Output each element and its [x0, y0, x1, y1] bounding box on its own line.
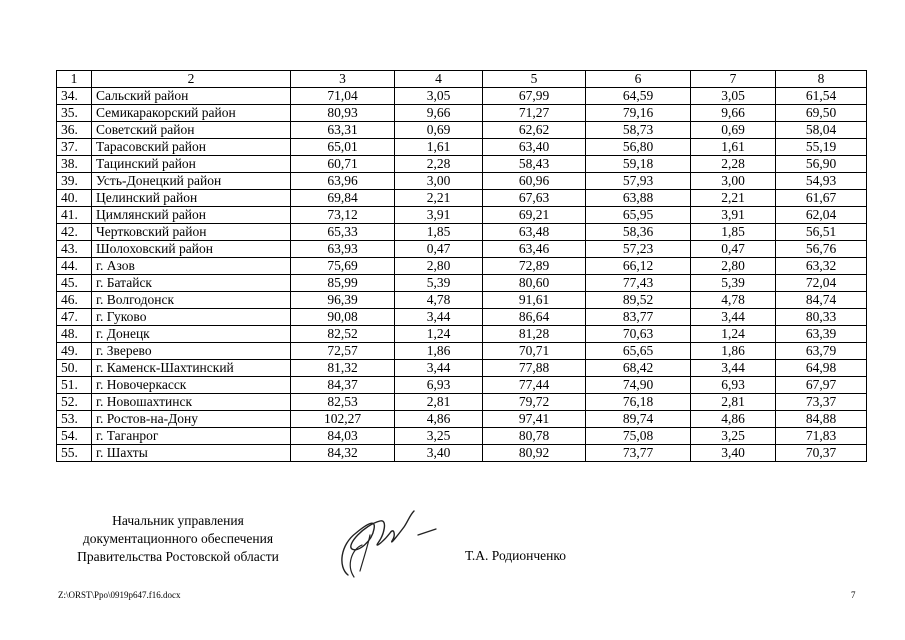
district-name-cell: г. Донецк: [92, 326, 291, 343]
value-cell: 82,52: [291, 326, 395, 343]
column-header: 3: [291, 71, 395, 88]
value-cell: 56,76: [776, 241, 867, 258]
value-cell: 71,04: [291, 88, 395, 105]
value-cell: 70,71: [483, 343, 586, 360]
value-cell: 63,46: [483, 241, 586, 258]
row-number-cell: 53.: [57, 411, 92, 428]
table-row: [57, 122, 867, 139]
table-row: [57, 428, 867, 445]
value-cell: 60,96: [483, 173, 586, 190]
value-cell: 85,99: [291, 275, 395, 292]
value-cell: 77,43: [586, 275, 691, 292]
value-cell: 4,78: [691, 292, 776, 309]
value-cell: 2,21: [691, 190, 776, 207]
value-cell: 3,40: [395, 445, 483, 462]
value-cell: 3,44: [395, 309, 483, 326]
value-cell: 65,65: [586, 343, 691, 360]
value-cell: 73,12: [291, 207, 395, 224]
value-cell: 3,91: [395, 207, 483, 224]
value-cell: 86,64: [483, 309, 586, 326]
district-name-cell: Сальский район: [92, 88, 291, 105]
value-cell: 79,16: [586, 105, 691, 122]
value-cell: 0,47: [395, 241, 483, 258]
value-cell: 1,24: [395, 326, 483, 343]
column-header: 7: [691, 71, 776, 88]
row-number-cell: 40.: [57, 190, 92, 207]
district-name-cell: г. Азов: [92, 258, 291, 275]
row-number-cell: 47.: [57, 309, 92, 326]
value-cell: 70,37: [776, 445, 867, 462]
value-cell: 9,66: [395, 105, 483, 122]
district-name-cell: Шолоховский район: [92, 241, 291, 258]
file-path: Z:\ORST\Ppo\0919p647.f16.docx: [58, 590, 181, 600]
value-cell: 58,36: [586, 224, 691, 241]
value-cell: 3,25: [691, 428, 776, 445]
signatory-name: Т.А. Родионченко: [465, 548, 566, 563]
value-cell: 73,37: [776, 394, 867, 411]
row-number-cell: 41.: [57, 207, 92, 224]
column-header: 6: [586, 71, 691, 88]
value-cell: 81,32: [291, 360, 395, 377]
value-cell: 102,27: [291, 411, 395, 428]
value-cell: 1,24: [691, 326, 776, 343]
value-cell: 65,33: [291, 224, 395, 241]
value-cell: 83,77: [586, 309, 691, 326]
district-name-cell: г. Шахты: [92, 445, 291, 462]
table-row: [57, 394, 867, 411]
value-cell: 76,18: [586, 394, 691, 411]
value-cell: 70,63: [586, 326, 691, 343]
value-cell: 74,90: [586, 377, 691, 394]
value-cell: 1,61: [691, 139, 776, 156]
table-row: [57, 224, 867, 241]
column-header: 1: [57, 71, 92, 88]
value-cell: 3,44: [395, 360, 483, 377]
district-name-cell: г. Ростов-на-Дону: [92, 411, 291, 428]
value-cell: 56,80: [586, 139, 691, 156]
district-name-cell: Цимлянский район: [92, 207, 291, 224]
value-cell: 56,51: [776, 224, 867, 241]
value-cell: 1,61: [395, 139, 483, 156]
value-cell: 63,88: [586, 190, 691, 207]
value-cell: 1,85: [395, 224, 483, 241]
value-cell: 84,74: [776, 292, 867, 309]
handwritten-signature: [318, 505, 443, 585]
value-cell: 63,79: [776, 343, 867, 360]
value-cell: 6,93: [691, 377, 776, 394]
value-cell: 75,69: [291, 258, 395, 275]
value-cell: 2,21: [395, 190, 483, 207]
value-cell: 64,98: [776, 360, 867, 377]
row-number-cell: 34.: [57, 88, 92, 105]
value-cell: 63,32: [776, 258, 867, 275]
value-cell: 2,28: [395, 156, 483, 173]
district-name-cell: Тарасовский район: [92, 139, 291, 156]
value-cell: 89,74: [586, 411, 691, 428]
row-number-cell: 37.: [57, 139, 92, 156]
value-cell: 80,33: [776, 309, 867, 326]
table-row: [57, 411, 867, 428]
value-cell: 67,63: [483, 190, 586, 207]
district-name-cell: Советский район: [92, 122, 291, 139]
value-cell: 80,60: [483, 275, 586, 292]
table-row: [57, 445, 867, 462]
value-cell: 77,88: [483, 360, 586, 377]
value-cell: 63,93: [291, 241, 395, 258]
value-cell: 60,71: [291, 156, 395, 173]
value-cell: 58,04: [776, 122, 867, 139]
value-cell: 71,83: [776, 428, 867, 445]
column-header: 2: [92, 71, 291, 88]
row-number-cell: 55.: [57, 445, 92, 462]
value-cell: 91,61: [483, 292, 586, 309]
row-number-cell: 54.: [57, 428, 92, 445]
value-cell: 2,80: [691, 258, 776, 275]
value-cell: 63,48: [483, 224, 586, 241]
value-cell: 79,72: [483, 394, 586, 411]
value-cell: 5,39: [691, 275, 776, 292]
value-cell: 57,93: [586, 173, 691, 190]
value-cell: 65,01: [291, 139, 395, 156]
value-cell: 61,54: [776, 88, 867, 105]
table-row: [57, 173, 867, 190]
value-cell: 2,28: [691, 156, 776, 173]
value-cell: 54,93: [776, 173, 867, 190]
value-cell: 66,12: [586, 258, 691, 275]
value-cell: 72,04: [776, 275, 867, 292]
district-name-cell: Чертковский район: [92, 224, 291, 241]
value-cell: 3,05: [691, 88, 776, 105]
row-number-cell: 35.: [57, 105, 92, 122]
value-cell: 3,05: [395, 88, 483, 105]
row-number-cell: 50.: [57, 360, 92, 377]
row-number-cell: 49.: [57, 343, 92, 360]
row-number-cell: 44.: [57, 258, 92, 275]
table-row: [57, 275, 867, 292]
value-cell: 67,97: [776, 377, 867, 394]
table-row: [57, 343, 867, 360]
column-header: 4: [395, 71, 483, 88]
district-name-cell: Тацинский район: [92, 156, 291, 173]
district-name-cell: г. Зверево: [92, 343, 291, 360]
value-cell: 80,92: [483, 445, 586, 462]
value-cell: 84,37: [291, 377, 395, 394]
table-row: [57, 190, 867, 207]
table-row: [57, 326, 867, 343]
table-row: [57, 258, 867, 275]
district-name-cell: Целинский район: [92, 190, 291, 207]
value-cell: 3,44: [691, 309, 776, 326]
value-cell: 6,93: [395, 377, 483, 394]
table-row: [57, 207, 867, 224]
value-cell: 89,52: [586, 292, 691, 309]
value-cell: 75,08: [586, 428, 691, 445]
value-cell: 3,40: [691, 445, 776, 462]
district-name-cell: Семикаракорский район: [92, 105, 291, 122]
row-number-cell: 46.: [57, 292, 92, 309]
value-cell: 97,41: [483, 411, 586, 428]
row-number-cell: 52.: [57, 394, 92, 411]
value-cell: 84,32: [291, 445, 395, 462]
value-cell: 3,00: [395, 173, 483, 190]
value-cell: 55,19: [776, 139, 867, 156]
value-cell: 67,99: [483, 88, 586, 105]
district-name-cell: г. Каменск-Шахтинский: [92, 360, 291, 377]
value-cell: 57,23: [586, 241, 691, 258]
value-cell: 59,18: [586, 156, 691, 173]
district-name-cell: г. Новошахтинск: [92, 394, 291, 411]
table-row: [57, 139, 867, 156]
value-cell: 69,84: [291, 190, 395, 207]
table-row: [57, 105, 867, 122]
value-cell: 63,31: [291, 122, 395, 139]
value-cell: 71,27: [483, 105, 586, 122]
value-cell: 82,53: [291, 394, 395, 411]
row-number-cell: 38.: [57, 156, 92, 173]
value-cell: 96,39: [291, 292, 395, 309]
value-cell: 84,03: [291, 428, 395, 445]
value-cell: 65,95: [586, 207, 691, 224]
value-cell: 69,50: [776, 105, 867, 122]
value-cell: 4,78: [395, 292, 483, 309]
table-header-row: [57, 71, 867, 88]
table-row: [57, 309, 867, 326]
value-cell: 1,86: [691, 343, 776, 360]
value-cell: 63,96: [291, 173, 395, 190]
row-number-cell: 36.: [57, 122, 92, 139]
value-cell: 84,88: [776, 411, 867, 428]
value-cell: 73,77: [586, 445, 691, 462]
value-cell: 62,04: [776, 207, 867, 224]
district-name-cell: г. Таганрог: [92, 428, 291, 445]
value-cell: 72,57: [291, 343, 395, 360]
value-cell: 58,43: [483, 156, 586, 173]
data-table: [56, 70, 867, 462]
district-name-cell: г. Волгодонск: [92, 292, 291, 309]
value-cell: 68,42: [586, 360, 691, 377]
district-name-cell: г. Новочеркасск: [92, 377, 291, 394]
value-cell: 3,00: [691, 173, 776, 190]
value-cell: 0,69: [395, 122, 483, 139]
value-cell: 1,85: [691, 224, 776, 241]
value-cell: 72,89: [483, 258, 586, 275]
row-number-cell: 39.: [57, 173, 92, 190]
value-cell: 63,39: [776, 326, 867, 343]
value-cell: 3,25: [395, 428, 483, 445]
value-cell: 0,47: [691, 241, 776, 258]
row-number-cell: 48.: [57, 326, 92, 343]
column-header: 8: [776, 71, 867, 88]
position-line-2: документационного обеспечения: [82, 531, 274, 546]
row-number-cell: 43.: [57, 241, 92, 258]
table-row: [57, 377, 867, 394]
row-number-cell: 45.: [57, 275, 92, 292]
district-name-cell: г. Батайск: [92, 275, 291, 292]
value-cell: 64,59: [586, 88, 691, 105]
value-cell: 9,66: [691, 105, 776, 122]
value-cell: 69,21: [483, 207, 586, 224]
table-row: [57, 88, 867, 105]
value-cell: 58,73: [586, 122, 691, 139]
value-cell: 80,78: [483, 428, 586, 445]
row-number-cell: 51.: [57, 377, 92, 394]
column-header: 5: [483, 71, 586, 88]
value-cell: 4,86: [691, 411, 776, 428]
value-cell: 4,86: [395, 411, 483, 428]
value-cell: 81,28: [483, 326, 586, 343]
value-cell: 63,40: [483, 139, 586, 156]
value-cell: 2,81: [691, 394, 776, 411]
value-cell: 3,44: [691, 360, 776, 377]
value-cell: 3,91: [691, 207, 776, 224]
table-row: [57, 156, 867, 173]
value-cell: 0,69: [691, 122, 776, 139]
value-cell: 56,90: [776, 156, 867, 173]
position-line-1: Начальник управления: [112, 513, 244, 528]
page-number: 7: [851, 590, 856, 600]
table-row: [57, 292, 867, 309]
table-body: [57, 88, 867, 462]
district-name-cell: г. Гуково: [92, 309, 291, 326]
table-row: [57, 241, 867, 258]
value-cell: 5,39: [395, 275, 483, 292]
value-cell: 1,86: [395, 343, 483, 360]
row-number-cell: 42.: [57, 224, 92, 241]
table-row: [57, 360, 867, 377]
district-name-cell: Усть-Донецкий район: [92, 173, 291, 190]
value-cell: 2,80: [395, 258, 483, 275]
position-line-3: Правительства Ростовской области: [77, 549, 279, 564]
signatory-position: [58, 512, 298, 566]
value-cell: 2,81: [395, 394, 483, 411]
value-cell: 62,62: [483, 122, 586, 139]
value-cell: 90,08: [291, 309, 395, 326]
value-cell: 61,67: [776, 190, 867, 207]
value-cell: 77,44: [483, 377, 586, 394]
value-cell: 80,93: [291, 105, 395, 122]
